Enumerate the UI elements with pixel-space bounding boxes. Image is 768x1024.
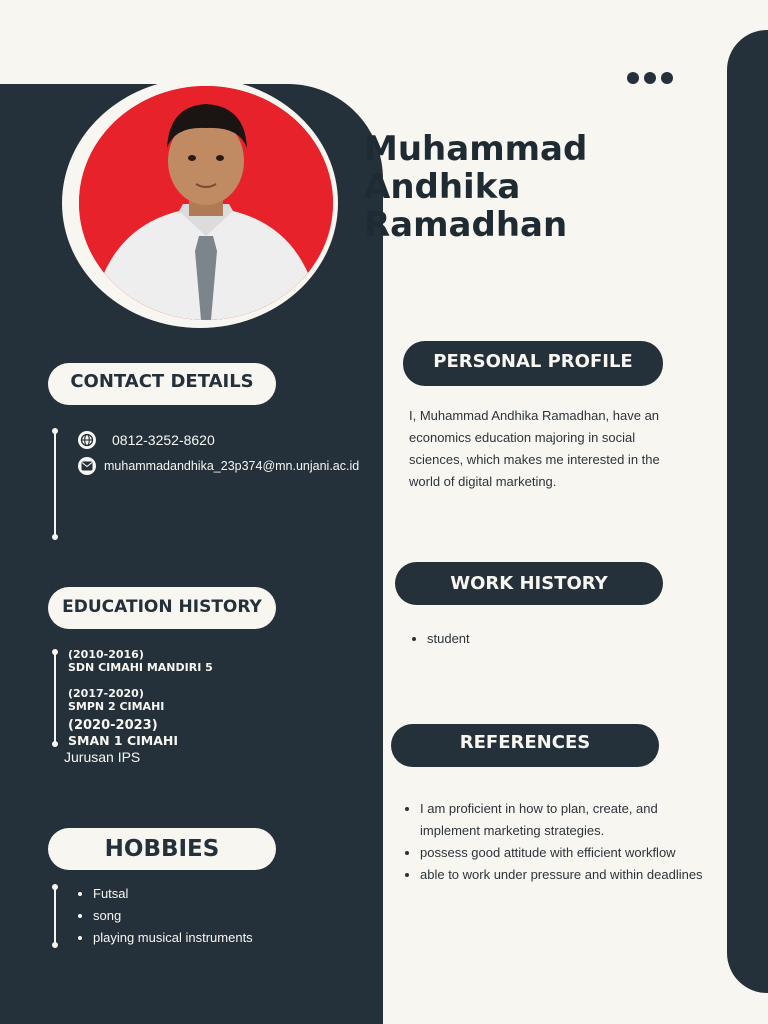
references-list xyxy=(402,798,710,886)
full-name xyxy=(364,130,664,244)
hobby-item: • Futsal xyxy=(93,883,253,905)
name-line: Muhammad xyxy=(364,129,588,169)
education-years: (2020-2023) xyxy=(68,718,158,733)
hobby-item: • song xyxy=(93,905,253,927)
globe-icon xyxy=(78,431,96,449)
education-school: SDN CIMAHI MANDIRI 5 xyxy=(68,661,213,674)
work-history-list xyxy=(409,628,470,650)
personal-profile-text: I, Muhammad Andhika Ramadhan, have an economics education majoring in social sciences, which makes me interested in the world of digital marketing. xyxy=(409,408,660,489)
email-address[interactable]: muhammadandhika_23p374@mn.unjani.ac.id xyxy=(104,459,360,473)
hobbies-timeline-line xyxy=(54,887,56,945)
hobby-item: • playing musical instruments xyxy=(93,927,253,949)
education-school: SMPN 2 CIMAHI xyxy=(68,700,165,713)
hobbies-heading: HOBBIES xyxy=(48,828,276,870)
education-years: (2017-2020) xyxy=(68,687,144,700)
education-timeline-line xyxy=(54,652,56,744)
contact-details-heading: CONTACT DETAILS xyxy=(48,363,276,405)
work-history-heading: WORK HISTORY xyxy=(395,562,663,605)
dot xyxy=(661,72,673,84)
phone-number[interactable]: 0812-3252-8620 xyxy=(112,432,215,448)
references-heading: REFERENCES xyxy=(391,724,659,767)
dot xyxy=(627,72,639,84)
education-entry xyxy=(68,718,178,748)
portrait-illustration xyxy=(79,86,333,320)
education-entry xyxy=(68,687,164,713)
education-school: SMAN 1 CIMAHI xyxy=(68,733,179,748)
education-entry xyxy=(68,648,213,674)
education-major: Jurusan IPS xyxy=(64,749,141,765)
contact-timeline-line xyxy=(54,431,56,537)
dot xyxy=(644,72,656,84)
hobbies-list xyxy=(75,883,253,949)
personal-profile-heading: PERSONAL PROFILE xyxy=(403,341,663,386)
mail-icon xyxy=(78,457,96,475)
reference-item: • I am proficient in how to plan, create, and implement marketing strategies. xyxy=(420,798,710,842)
education-history-heading: EDUCATION HISTORY xyxy=(48,587,276,629)
right-decorative-strip xyxy=(727,30,768,993)
profile-photo xyxy=(79,86,333,320)
contact-phone-row xyxy=(78,431,215,449)
contact-email-row xyxy=(78,457,359,475)
work-item: • student xyxy=(427,628,470,650)
education-years: (2010-2016) xyxy=(68,648,144,661)
reference-item: • possess good attitude with efficient workflow xyxy=(420,842,710,864)
more-options-icon[interactable] xyxy=(627,72,673,84)
name-line: Ramadhan xyxy=(364,205,568,245)
reference-item: • able to work under pressure and within deadlines xyxy=(420,864,710,886)
name-line: Andhika xyxy=(364,167,521,207)
